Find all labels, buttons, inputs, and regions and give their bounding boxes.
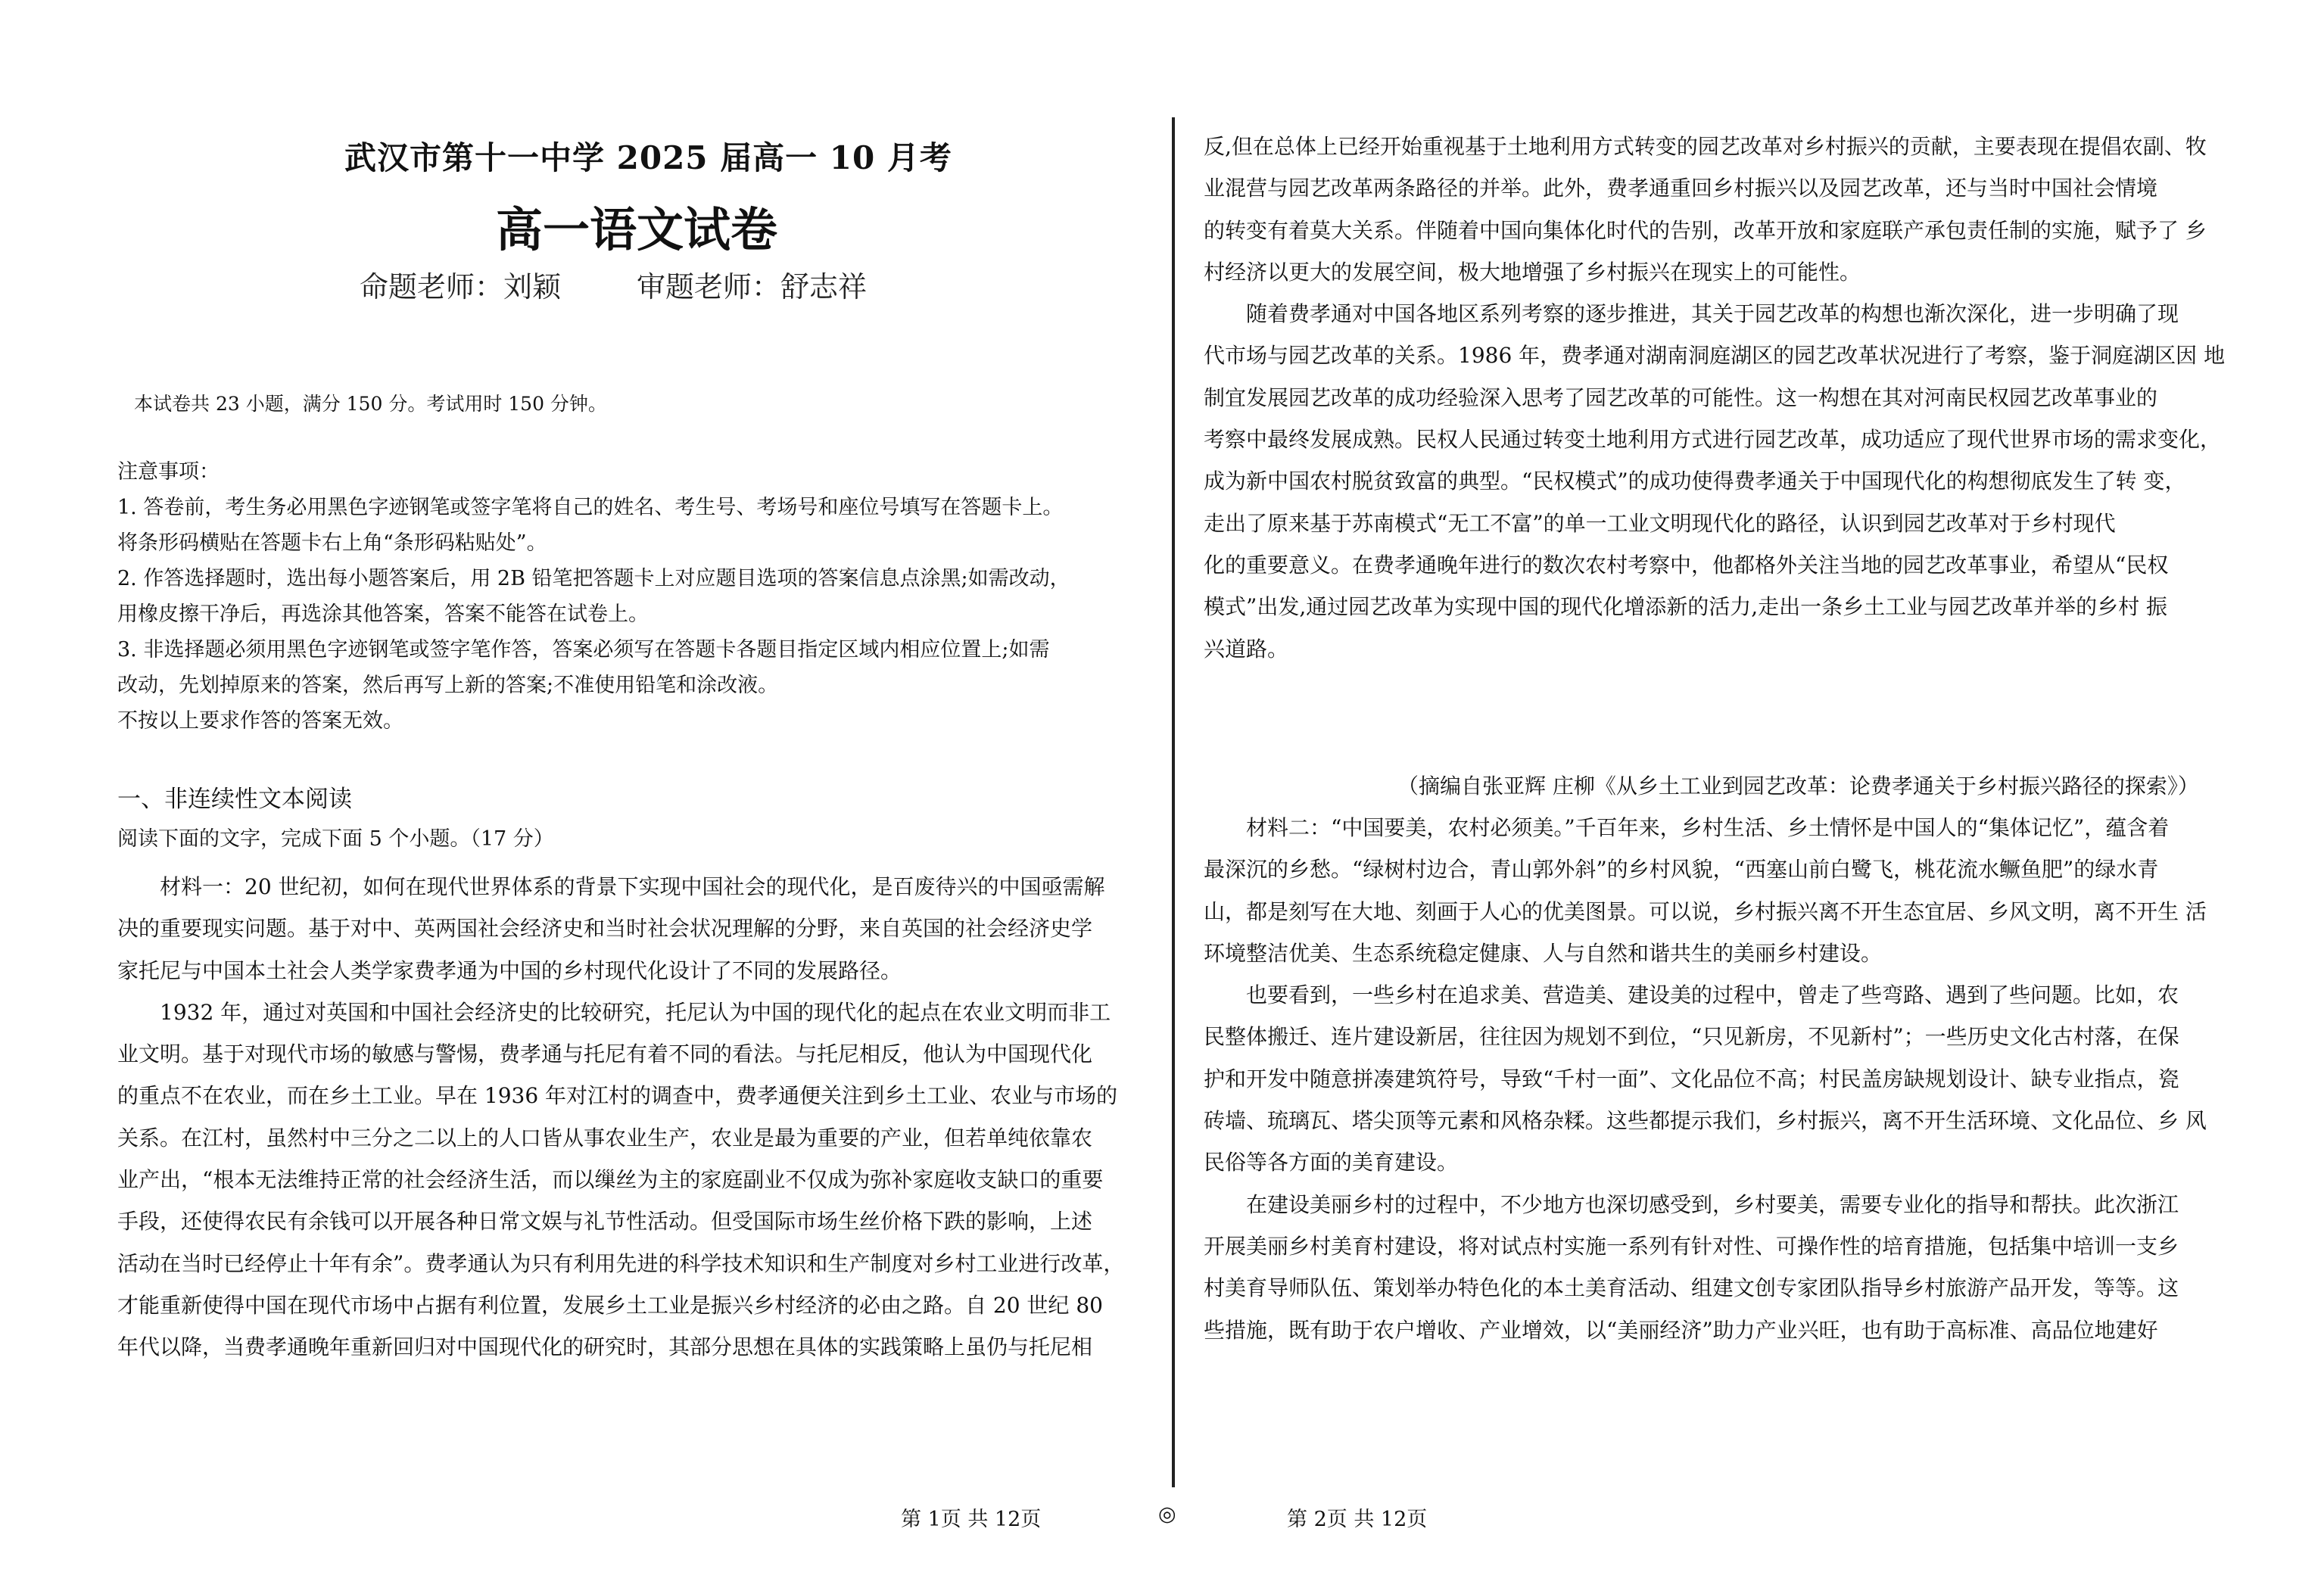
text-line: 考察中最终发展成熟。民权人民通过转变土地利用方式进行园艺改革，成功适应了现代世界市场的需求变化， xyxy=(1204,427,2222,453)
material-two-text xyxy=(1204,807,2241,1351)
left-column xyxy=(117,0,1170,1591)
teachers-line xyxy=(360,263,867,305)
text-line: 砖墙、琉璃瓦、塔尖顶等元素和风格杂糅。这些都提示我们，乡村振兴，离不开生活环境、文化品位、乡 风 xyxy=(1204,1108,2207,1134)
material-one-text xyxy=(117,866,1170,1368)
section-heading: 一、非连续性文本阅读 xyxy=(117,786,352,813)
text-line: 村美育导师队伍、策划举办特色化的本土美育活动、组建文创专家团队指导乡村旅游产品开发，等等。这 xyxy=(1204,1275,2179,1301)
text-line: 关系。在江村，虽然村中三分之二以上的人口皆从事农业生产，农业是最为重要的产业，但若单纯依靠农 xyxy=(117,1125,1093,1150)
reviewer-label: 审题老师：舒志祥 xyxy=(637,270,868,304)
text-line: 的重点不在农业，而在乡土工业。早在 1936 年对江村的调查中，费孝通便关注到乡土工业、农业与市场的 xyxy=(117,1083,1118,1109)
page-number-right: 第 2页 共 12页 xyxy=(1287,1508,1428,1531)
text-line: 手段，还使得农民有余钱可以开展各种日常文娱与礼节性活动。但受国际市场生丝价格下跌的影响，上述 xyxy=(117,1209,1093,1235)
text-line: 开展美丽乡村美育村建设，将对试点村实施一系列有针对性、可操作性的培育措施，包括集中培训一支乡 xyxy=(1204,1233,2179,1259)
text-line: 模式”出发,通过园艺改革为实现中国的现代化增添新的活力,走出一条乡土工业与园艺改革并举的乡村 振 xyxy=(1204,594,2168,620)
text-line: 民整体搬迁、连片建设新居，往往因为规划不到位，“只见新房，不见新村”；一些历史文化古村落，在保 xyxy=(1204,1024,2179,1050)
text-line: 成为新中国农村脱贫致富的典型。“民权模式”的成功使得费孝通关于中国现代化的构想彻底发生了转 变， xyxy=(1204,469,2186,494)
text-line: 决的重要现实问题。基于对中、英两国社会经济史和当时社会状况理解的分野，来自英国的社会经济史学 xyxy=(117,916,1093,942)
text-line: 化的重要意义。在费孝通晚年进行的数次农村考察中，他都格外关注当地的园艺改革事业，希望从“民权 xyxy=(1204,552,2169,578)
citation: （摘编自张亚辉 庄柳《从乡土工业到园艺改革：论费孝通关于乡村振兴路径的探索》） xyxy=(1397,774,2199,799)
text-line: 材料一：20 世纪初，如何在现代世界体系的背景下实现中国社会的现代化，是百废待兴的中国亟需解 xyxy=(160,874,1105,899)
text-line: 反,但在总体上已经开始重视基于土地利用方式转变的园艺改革对乡村振兴的贡献，主要表现在提倡农副、牧 xyxy=(1204,134,2207,159)
text-line: 兴道路。 xyxy=(1204,636,1289,662)
page-number-left: 第 1页 共 12页 xyxy=(901,1508,1042,1531)
text-line: 才能重新使得中国在现代市场中占据有利位置，发展乡土工业是振兴乡村经济的必由之路。自 20 世纪 80 xyxy=(117,1292,1103,1318)
text-line: 材料二：“中国要美，农村必须美。”千百年来，乡村生活、乡土情怀是中国人的“集体记忆”，蕴含着 xyxy=(1246,815,2170,840)
text-line: 护和开发中随意拼凑建筑符号，导致“千村一面”、文化品位不高；村民盖房缺规划设计、缺专业指点，瓷 xyxy=(1204,1066,2179,1091)
notes-line: 用橡皮擦干净后，再选涂其他答案，答案不能答在试卷上。 xyxy=(117,602,649,626)
center-mark: ◎ xyxy=(1158,1502,1176,1526)
text-line: 走出了原来基于苏南模式“无工不富”的单一工业文明现代化的路径，认识到园艺改革对于乡村现代 xyxy=(1204,510,2116,536)
material-one-continued xyxy=(1204,126,2241,670)
notes-heading: 注意事项： xyxy=(117,460,220,484)
notes-line: 将条形码横贴在答题卡右上角“条形码粘贴处”。 xyxy=(117,531,547,555)
text-line: 活动在当时已经停止十年有余”。费孝通认为只有利用先进的科学技术知识和生产制度对乡村工业进行改革， xyxy=(117,1250,1125,1276)
text-line: 业文明。基于对现代市场的敏感与警惕，费孝通与托尼有着不同的看法。与托尼相反，他认为中国现代化 xyxy=(117,1041,1093,1067)
text-line: 山，都是刻写在大地、刻画于人心的优美图景。可以说，乡村振兴离不开生态宜居、乡风文明，离不开生 活 xyxy=(1204,898,2207,924)
exam-info: 本试卷共 23 小题，满分 150 分。考试用时 150 分钟。 xyxy=(134,393,607,415)
text-line: 1932 年，通过对英国和中国社会经济史的比较研究，托尼认为中国的现代化的起点在农业文明而非工 xyxy=(160,999,1111,1025)
notes-block xyxy=(117,454,1170,739)
setter-label: 命题老师：刘颖 xyxy=(360,270,562,304)
text-line: 代市场与园艺改革的关系。1986 年，费孝通对湖南洞庭湖区的园艺改革状况进行了考察，鉴于洞庭湖区因 地 xyxy=(1204,343,2226,369)
text-line: 在建设美丽乡村的过程中，不少地方也深切感受到，乡村要美，需要专业化的指导和帮扶。此次浙江 xyxy=(1246,1191,2179,1217)
text-line: 最深沉的乡愁。“绿树村边合，青山郭外斜”的乡村风貌，“西塞山前白鹭飞，桃花流水鳜鱼肥”的绿水青 xyxy=(1204,857,2159,883)
text-line: 环境整洁优美、生态系统稳定健康、人与自然和谐共生的美丽乡村建设。 xyxy=(1204,940,1883,966)
notes-line: 3. 非选择题必须用黑色字迹钢笔或签字笔作答，答案必须写在答题卡各题目指定区域内相应位置上;如需 xyxy=(117,638,1050,662)
notes-line: 不按以上要求作答的答案无效。 xyxy=(117,709,403,733)
text-line: 随着费孝通对中国各地区系列考察的逐步推进，其关于园艺改革的构想也渐次深化，进一步明确了现 xyxy=(1246,301,2179,327)
right-column xyxy=(1204,0,2241,1591)
column-divider xyxy=(1172,117,1175,1487)
section-instruction: 阅读下面的文字，完成下面 5 个小题。（17 分） xyxy=(117,827,554,851)
notes-line: 改动，先划掉原来的答案，然后再写上新的答案;不准使用铅笔和涂改液。 xyxy=(117,674,779,697)
text-line: 业混营与园艺改革两条路径的并举。此外，费孝通重回乡村振兴以及园艺改革，还与当时中国社会情境 xyxy=(1204,176,2158,201)
text-line: 民俗等各方面的美育建设。 xyxy=(1204,1150,1459,1175)
page-title: 高一语文试卷 xyxy=(496,202,778,257)
text-line: 些措施，既有助于农户增收、产业增效，以“美丽经济”助力产业兴旺，也有助于高标准、高品位地建好 xyxy=(1204,1317,2158,1343)
notes-line: 1. 答卷前，考生务必用黑色字迹钢笔或签字笔将自己的姓名、考生号、考场号和座位号填写在答题卡上。 xyxy=(117,496,1064,519)
text-line: 家托尼与中国本土社会人类学家费孝通为中国的乡村现代化设计了不同的发展路径。 xyxy=(117,957,902,983)
text-line: 的转变有着莫大关系。伴随着中国向集体化时代的告别，改革开放和家庭联产承包责任制的实施，赋予了 乡 xyxy=(1204,217,2207,243)
text-line: 也要看到，一些乡村在追求美、营造美、建设美的过程中，曾走了些弯路、遇到了些问题。比如，农 xyxy=(1246,982,2179,1008)
text-line: 村经济以更大的发展空间，极大地增强了乡村振兴在现实上的可能性。 xyxy=(1204,259,1861,285)
text-line: 业产出，“根本无法维持正常的社会经济生活，而以缫丝为主的家庭副业不仅成为弥补家庭收支缺口的重要 xyxy=(117,1167,1104,1193)
text-line: 年代以降，当费孝通晚年重新回归对中国现代化的研究时，其部分思想在具体的实践策略上虽仍与托尼相 xyxy=(117,1334,1093,1360)
school-title: 武汉市第十一中学 2025 届高一 10 月考 xyxy=(344,139,952,176)
text-line: 制宜发展园艺改革的成功经验深入思考了园艺改革的可能性。这一构想在其对河南民权园艺改革事业的 xyxy=(1204,385,2158,410)
notes-line: 2. 作答选择题时，选出每小题答案后，用 2B 铅笔把答题卡上对应题目选项的答案信息点涂黑;如需改动， xyxy=(117,567,1070,590)
